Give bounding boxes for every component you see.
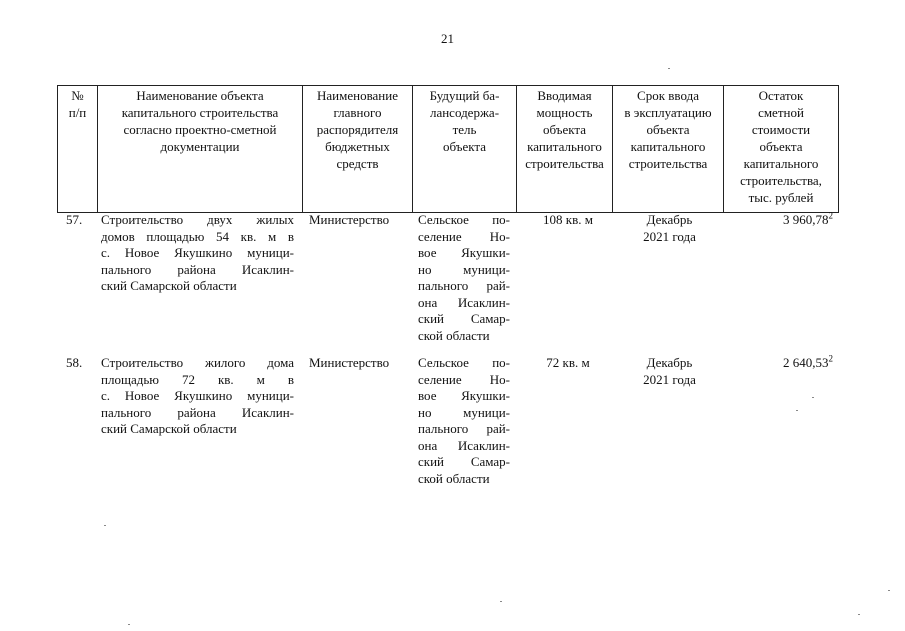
header-distributor [303, 86, 413, 213]
header-text: строительства, [740, 173, 822, 188]
page-number: 21 [441, 31, 454, 46]
object-name-line: пального района Исаклин- [101, 404, 294, 420]
balance-holder-line: ский Самар- [418, 311, 510, 326]
header-text: № [71, 88, 84, 103]
row-number: 57. [66, 212, 83, 227]
scan-speck [812, 397, 814, 398]
header-text: Наименование [317, 88, 398, 103]
balance-holder-cell [418, 355, 510, 487]
object-name-line: Строительство двух жилых [101, 212, 294, 227]
scan-speck [888, 590, 890, 591]
balance-holder-line: пального рай- [418, 421, 510, 436]
date-line: Декабрь [646, 212, 693, 227]
object-name-line: Строительство жилого дома [101, 355, 294, 370]
header-remaining-cost [724, 86, 839, 213]
remaining-cost-cell [729, 355, 833, 372]
footnote-mark: 2 [828, 210, 833, 221]
row-number: 58. [66, 355, 83, 370]
header-balance-holder [413, 86, 517, 213]
object-name-line: площадью 72 кв. м в [101, 371, 294, 387]
header-text: согласно проектно-сметной [123, 122, 277, 137]
header-text: капитального [743, 156, 819, 171]
header-capacity [517, 86, 613, 213]
header-text: мощность [536, 105, 593, 120]
distributor-cell: Министерство [309, 355, 390, 370]
remaining-cost-value: 3 960,78 [783, 212, 829, 227]
date-line: Декабрь [646, 355, 693, 370]
object-name-line: пального района Исаклин- [101, 261, 294, 277]
header-text: Остаток [758, 88, 804, 103]
header-text: тыс. рублей [748, 190, 814, 205]
balance-holder-line: пального рай- [418, 278, 510, 293]
object-name-line: с. Новое Якушкино муници- [101, 245, 294, 260]
remaining-cost-cell [729, 212, 833, 229]
header-text: объекта [542, 122, 587, 137]
balance-holder-line: вое Якушки- [418, 245, 510, 260]
header-text: лансодержа- [429, 105, 500, 120]
header-text: тель [452, 122, 477, 137]
balance-holder-line: ский Самар- [418, 454, 510, 469]
balance-holder-line: но муници- [418, 261, 510, 277]
header-num [58, 86, 98, 213]
remaining-cost-value: 2 640,53 [783, 355, 829, 370]
header-text: объекта [646, 122, 690, 137]
header-text: п/п [68, 105, 87, 120]
balance-holder-line: но муници- [418, 404, 510, 420]
header-text: Вводимая [537, 88, 592, 103]
header-text: строительства [628, 156, 708, 171]
commission-date-cell [618, 355, 721, 388]
balance-holder-line: вое Якушки- [418, 388, 510, 403]
object-name-line: ский Самарской области [101, 278, 237, 293]
header-commission-date [613, 86, 724, 213]
header-text: документации [160, 139, 240, 154]
header-text: сметной [758, 105, 804, 120]
header-text: строительства [525, 156, 604, 171]
header-text: распорядителя [316, 122, 399, 137]
object-name-line: домов площадью 54 кв. м в [101, 228, 294, 244]
header-text: в эксплуатацию [624, 105, 712, 120]
balance-holder-line: селение Но- [418, 371, 510, 387]
header-text: объекта [759, 139, 803, 154]
capacity-cell: 72 кв. м [546, 355, 590, 370]
header-text: капитального [527, 139, 602, 154]
header-text: Наименование объекта [136, 88, 264, 103]
header-text: бюджетных [325, 139, 390, 154]
balance-holder-line: Сельское по- [418, 212, 510, 227]
header-text: средств [336, 156, 379, 171]
distributor-cell: Министерство [309, 212, 390, 227]
header-row [58, 86, 839, 213]
footnote-mark: 2 [828, 353, 833, 364]
scan-speck [858, 614, 860, 615]
header-text: капитального [630, 139, 706, 154]
header-text: Срок ввода [637, 88, 699, 103]
header-text: капитального строительства [121, 105, 279, 120]
balance-holder-line: ской области [418, 327, 490, 343]
table-header [57, 85, 839, 213]
balance-holder-line: она Исаклин- [418, 294, 510, 310]
scan-speck [128, 624, 130, 625]
object-name-line: ский Самарской области [101, 421, 237, 436]
commission-date-cell [618, 212, 721, 245]
scan-speck [500, 601, 502, 602]
capacity-cell: 108 кв. м [543, 212, 593, 227]
header-text: стоимости [751, 122, 811, 137]
object-name-cell [101, 212, 294, 295]
scan-speck [104, 525, 106, 526]
balance-holder-cell [418, 212, 510, 344]
header-object-name [98, 86, 303, 213]
balance-holder-line: она Исаклин- [418, 437, 510, 453]
date-line: 2021 года [643, 228, 696, 244]
header-text: объекта [442, 139, 487, 154]
balance-holder-line: селение Но- [418, 228, 510, 244]
object-name-line: с. Новое Якушкино муници- [101, 388, 294, 403]
date-line: 2021 года [643, 371, 696, 387]
balance-holder-line: ской области [418, 470, 490, 486]
header-text: Будущий ба- [429, 88, 500, 103]
header-text: главного [333, 105, 382, 120]
object-name-cell [101, 355, 294, 438]
scan-speck [796, 410, 798, 411]
scan-speck [668, 68, 670, 69]
balance-holder-line: Сельское по- [418, 355, 510, 370]
